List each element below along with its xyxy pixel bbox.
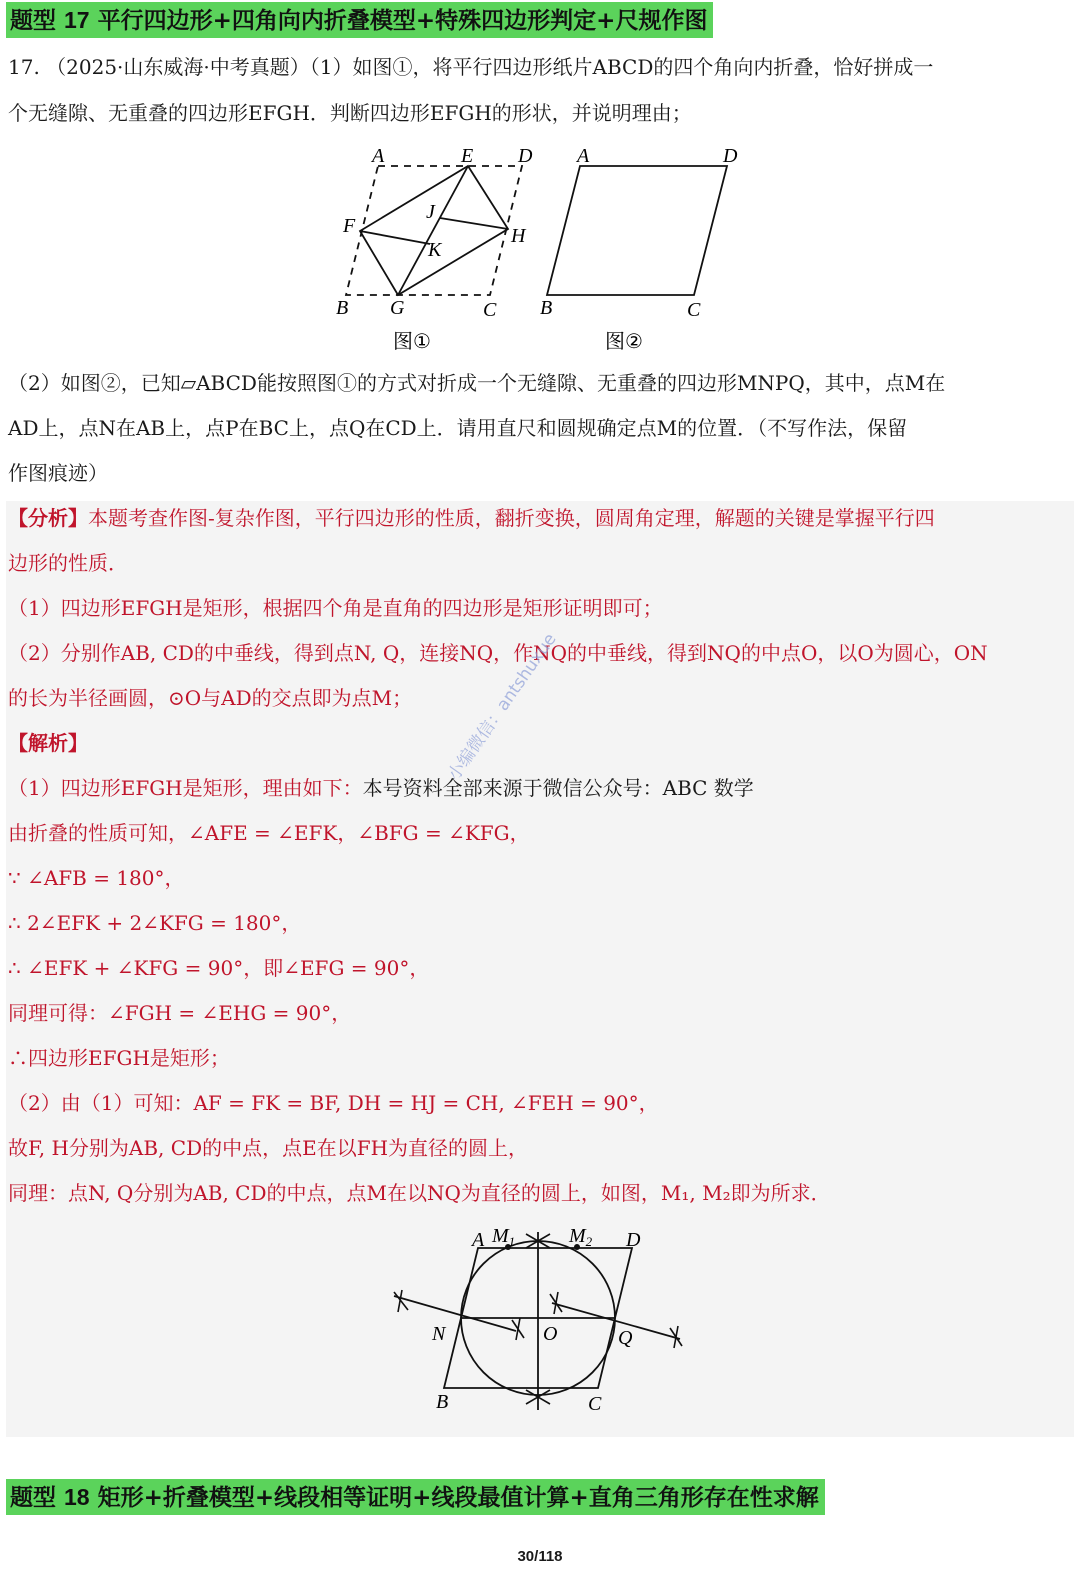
banner-number: 17	[64, 7, 90, 33]
figure-3-construction	[380, 1222, 700, 1417]
fig1-caption: 图①	[393, 329, 431, 353]
analysis-line-5: 的长为半径画圆，⊙O与AD的交点即为点M；	[8, 686, 413, 710]
solution-line-10: 同理：点N, Q分别为AB, CD的中点，点M在以NQ为直径的圆上，如图，M₁, M₂即为所求．	[8, 1181, 831, 1205]
fig3-label-M1-main: M	[492, 1225, 509, 1247]
fig3-label-O: O	[543, 1323, 558, 1345]
fig3-label-M2-sub: 2	[585, 1234, 593, 1249]
solution-line-7: ∴四边形EFGH是矩形；	[8, 1046, 230, 1070]
solution-line-1-red: （1）四边形EFGH是矩形，理由如下：	[8, 776, 363, 800]
solution-tag: 【解析】	[8, 731, 88, 755]
fig1-label-A: A	[372, 145, 385, 167]
fig1-label-E: E	[461, 145, 474, 167]
solution-line-9: 故F, H分别为AB, CD的中点，点E在以FH为直径的圆上，	[8, 1136, 529, 1160]
fig3-label-M1-sub: 1	[508, 1234, 516, 1249]
solution-line-5: ∴ ∠EFK + ∠KFG = 90°，即∠EFG = 90°，	[8, 956, 430, 980]
solution-line-2: 由折叠的性质可知，∠AFE = ∠EFK，∠BFG = ∠KFG，	[8, 821, 530, 845]
fig1-label-F: F	[343, 215, 356, 237]
analysis-line-4: （2）分别作AB, CD的中垂线，得到点N, Q，连接NQ，作NQ的中垂线，得到NQ的中点O，以O为圆心，ON	[8, 641, 988, 665]
analysis-line-3: （1）四边形EFGH是矩形，根据四个角是直角的四边形是矩形证明即可；	[8, 596, 663, 620]
question-line-2: 个无缝隙、无重叠的四边形EFGH．判断四边形EFGH的形状，并说明理由；	[8, 101, 692, 125]
analysis-line-1	[8, 503, 935, 533]
fig1-label-H: H	[511, 225, 526, 247]
question-part2-line-3: 作图痕迹）	[8, 461, 108, 485]
fig2-label-C: C	[687, 299, 701, 321]
fig1-label-K: K	[428, 239, 442, 261]
solution-line-1	[8, 773, 754, 803]
fig2-caption: 图②	[605, 329, 643, 353]
solution-line-3: ∵ ∠AFB = 180°，	[8, 866, 185, 890]
analysis-tag: 【分析】	[8, 506, 88, 530]
fig1-label-D: D	[518, 145, 533, 167]
fig3-label-A: A	[472, 1229, 485, 1251]
figure-2	[547, 166, 727, 295]
page-number: 30/118	[517, 1548, 563, 1565]
question-part2-line-1: （2）如图②，已知▱ABCD能按照图①的方式对折成一个无缝隙、无重叠的四边形MNPQ，其中，点M在	[8, 371, 946, 395]
analysis-text-1: 本题考查作图-复杂作图，平行四边形的性质，翻折变换，圆周角定理，解题的关键是掌握平行四	[88, 506, 935, 530]
next-banner-prefix: 题型	[10, 1485, 56, 1511]
fig2-label-B: B	[540, 297, 553, 319]
figure-1	[346, 166, 522, 295]
fig3-label-C: C	[588, 1393, 602, 1415]
fig1-label-C: C	[483, 299, 497, 321]
next-topic-banner	[6, 1479, 825, 1515]
solution-line-8: （2）由（1）可知：AF = FK = BF, DH = HJ = CH, ∠FEH = 90°，	[8, 1091, 659, 1115]
watermark: 小编微信：antshuxue	[444, 629, 561, 785]
fig1-label-G: G	[390, 297, 405, 319]
fig1-label-B: B	[336, 297, 349, 319]
fig1-label-J: J	[426, 201, 435, 223]
fig3-label-M2	[568, 1225, 593, 1249]
fig3-label-N: N	[432, 1323, 446, 1345]
fig2-label-D: D	[723, 145, 738, 167]
solution-line-1-black: 本号资料全部来源于微信公众号：ABC 数学	[362, 776, 754, 800]
solution-line-4: ∴ 2∠EFK + 2∠KFG = 180°，	[8, 911, 302, 935]
figures-1-2	[0, 130, 1080, 360]
banner-prefix: 题型	[10, 8, 56, 34]
fig3-label-D: D	[626, 1229, 641, 1251]
analysis-line-2: 边形的性质．	[8, 551, 128, 575]
question-line-1: 17. （2025·山东威海·中考真题）（1）如图①，将平行四边形纸片ABCD的四个角向内折叠，恰好拼成一	[8, 55, 934, 79]
fig2-label-A: A	[577, 145, 590, 167]
fig3-label-B: B	[436, 1391, 449, 1413]
fig3-label-M2-main: M	[569, 1225, 586, 1247]
topic-banner	[6, 2, 713, 38]
next-banner-number: 18	[64, 1484, 90, 1510]
fig3-label-Q: Q	[618, 1327, 633, 1349]
next-banner-title: 矩形+折叠模型+线段相等证明+线段最值计算+直角三角形存在性求解	[97, 1485, 819, 1511]
fig3-label-M1	[491, 1225, 515, 1249]
solution-line-6: 同理可得：∠FGH = ∠EHG = 90°，	[8, 1001, 352, 1025]
question-part2-line-2: AD上，点N在AB上，点P在BC上，点Q在CD上．请用直尺和圆规确定点M的位置．（不写作法，保留	[8, 416, 908, 440]
banner-title: 平行四边形+四角向内折叠模型+特殊四边形判定+尺规作图	[97, 8, 708, 34]
